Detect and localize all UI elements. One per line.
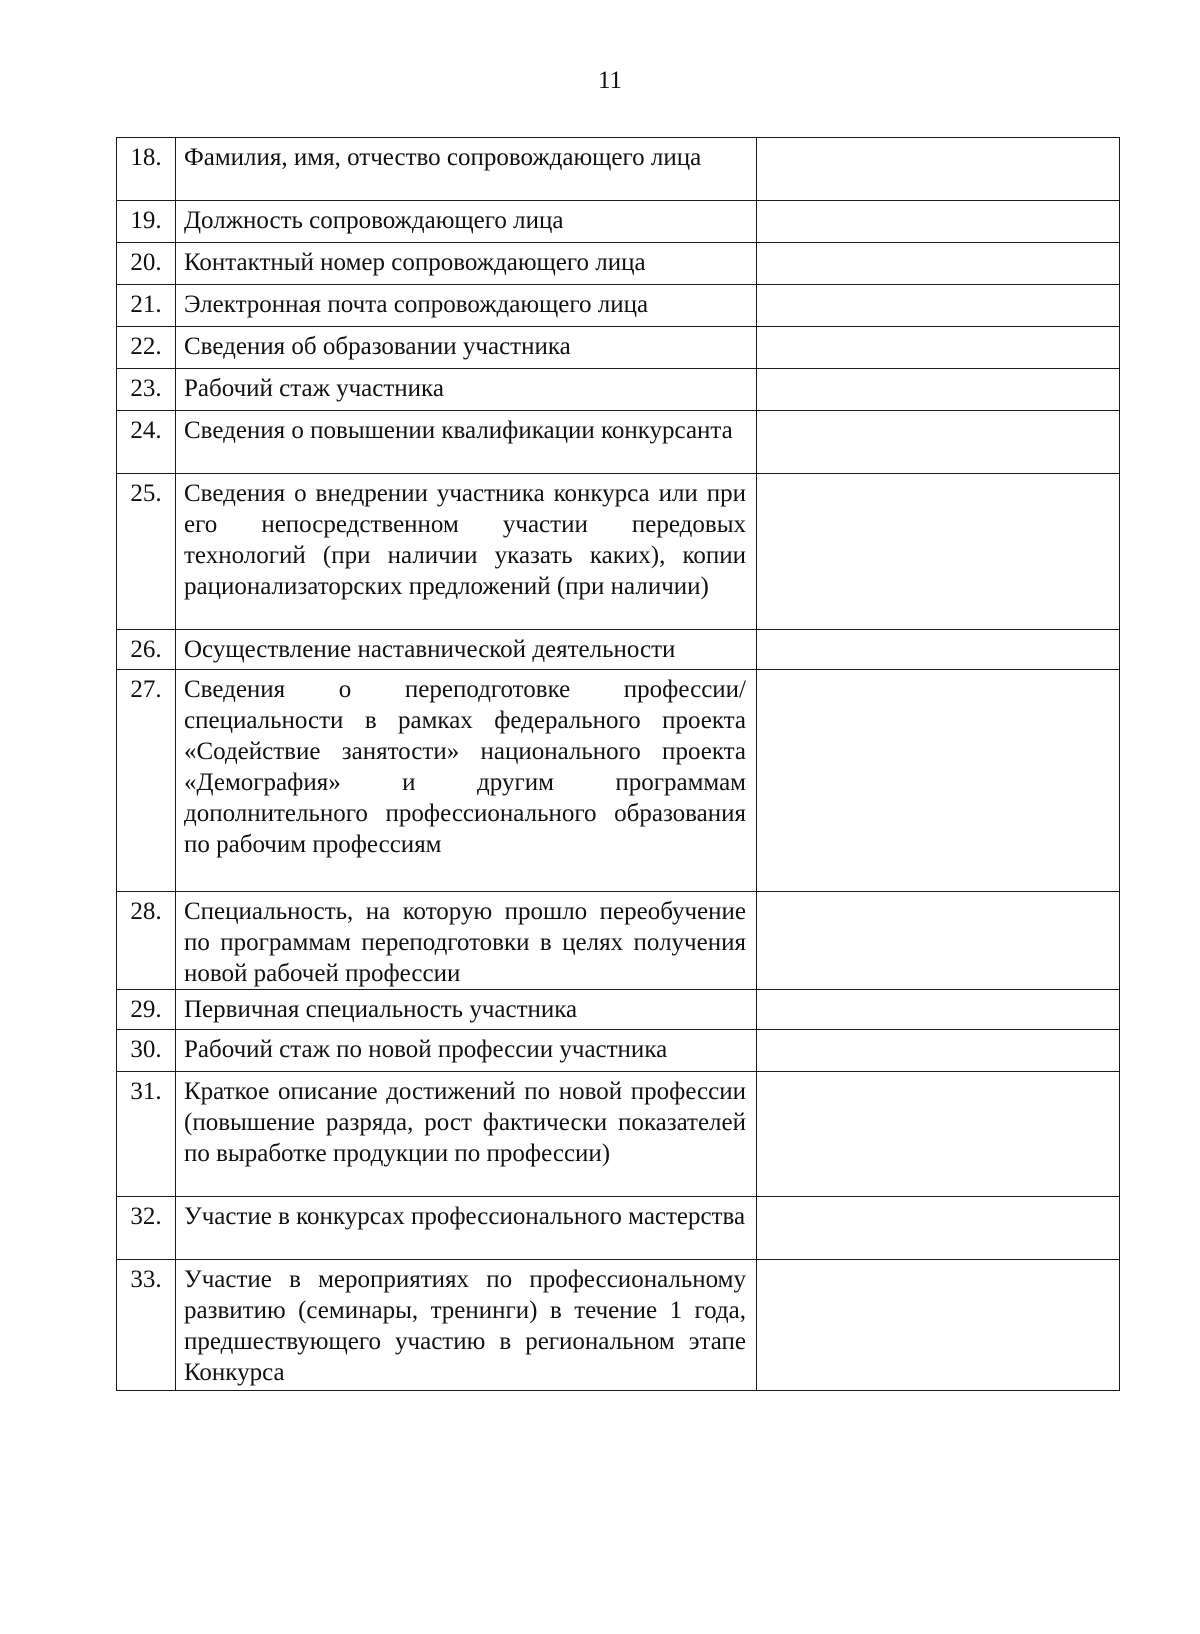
row-value-field[interactable] [757,327,1120,369]
row-number: 20. [117,243,176,285]
table-row [117,1072,1120,1197]
row-value-field[interactable] [757,285,1120,327]
table-row [117,138,1120,201]
row-value-field[interactable] [757,369,1120,411]
table-row [117,243,1120,285]
row-number: 19. [117,201,176,243]
row-label: Сведения о повышении квалификации конкурсанта [176,411,757,474]
table-row [117,369,1120,411]
row-value-field[interactable] [757,243,1120,285]
table-row [117,892,1120,990]
row-label: Осуществление наставнической деятельности [176,630,757,670]
row-number: 18. [117,138,176,201]
row-number: 29. [117,990,176,1030]
row-label: Участие в конкурсах профессионального мастерства [176,1197,757,1260]
row-value-field[interactable] [757,630,1120,670]
row-value-field[interactable] [757,1197,1120,1260]
row-value-field[interactable] [757,474,1120,630]
row-number: 30. [117,1030,176,1072]
table-row [117,474,1120,630]
row-label: Рабочий стаж по новой профессии участника [176,1030,757,1072]
row-label: Участие в мероприятиях по профессиональному развитию (семинары, тренинги) в течение 1 года, предшествующего участию в региональном этапе Конкурса [176,1260,757,1391]
row-label: Электронная почта сопровождающего лица [176,285,757,327]
page-number: 11 [597,67,623,94]
row-number: 31. [117,1072,176,1197]
table-row [117,411,1120,474]
row-value-field[interactable] [757,411,1120,474]
row-value-field[interactable] [757,670,1120,892]
row-number: 33. [117,1260,176,1391]
row-label: Фамилия, имя, отчество сопровождающего лица [176,138,757,201]
table-row [117,670,1120,892]
row-number: 27. [117,670,176,892]
row-number: 22. [117,327,176,369]
table-row [117,630,1120,670]
table-row [117,1260,1120,1391]
row-label: Должность сопровождающего лица [176,201,757,243]
participant-info-table [116,137,1120,1391]
row-number: 32. [117,1197,176,1260]
row-label: Сведения о переподготовке профессии/специальности в рамках федерального проекта «Содействие занятости» национального проекта «Демография» и другим программам дополнительного профессионального образования по рабочим профессиям [176,670,757,892]
row-number: 28. [117,892,176,990]
table-row [117,1197,1120,1260]
row-label: Специальность, на которую прошло переобучение по программам переподготовки в целях получения новой рабочей профессии [176,892,757,990]
table-row [117,285,1120,327]
table-row [117,1030,1120,1072]
row-label: Контактный номер сопровождающего лица [176,243,757,285]
table-row [117,201,1120,243]
row-label: Краткое описание достижений по новой профессии (повышение разряда, рост фактически показателей по выработке продукции по профессии) [176,1072,757,1197]
row-value-field[interactable] [757,990,1120,1030]
row-label: Сведения об образовании участника [176,327,757,369]
row-label: Первичная специальность участника [176,990,757,1030]
row-value-field[interactable] [757,138,1120,201]
row-number: 21. [117,285,176,327]
row-number: 26. [117,630,176,670]
row-label: Рабочий стаж участника [176,369,757,411]
table-row [117,990,1120,1030]
row-number: 24. [117,411,176,474]
row-value-field[interactable] [757,1260,1120,1391]
row-value-field[interactable] [757,201,1120,243]
row-value-field[interactable] [757,892,1120,990]
row-value-field[interactable] [757,1072,1120,1197]
row-number: 25. [117,474,176,630]
row-value-field[interactable] [757,1030,1120,1072]
row-label: Сведения о внедрении участника конкурса или при его непосредственном участии передовых технологий (при наличии указать каких), копии рационализаторских предложений (при наличии) [176,474,757,630]
row-number: 23. [117,369,176,411]
table-row [117,327,1120,369]
